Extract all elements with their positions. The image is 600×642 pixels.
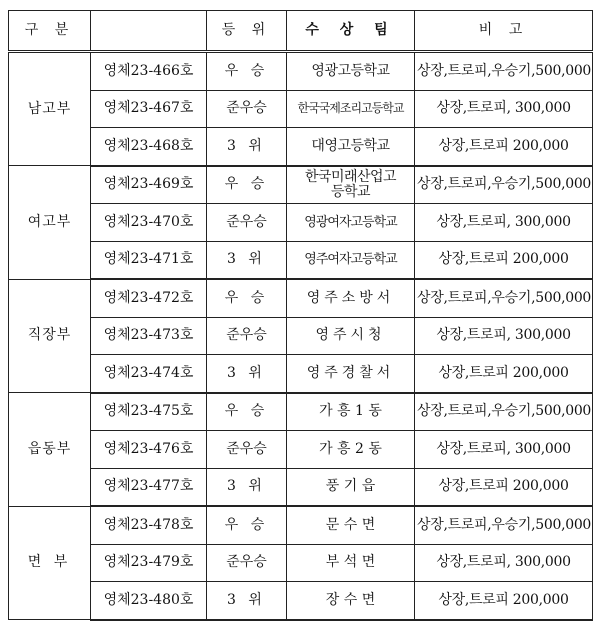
header-winner: 수 상 팀 (287, 11, 415, 52)
rank-cell: 우 승 (207, 393, 287, 431)
table-row (9, 317, 593, 355)
note-cell: 상장,트로피,우승기,500,000 (415, 279, 593, 317)
winner-cell: 영주소방서 (287, 279, 415, 317)
header-number (91, 11, 207, 52)
division-cell: 여고부 (9, 166, 91, 280)
award-number: 영체23-466호 (91, 52, 207, 91)
winner-cell: 영주여자고등학교 (287, 241, 415, 279)
winner-cell: 한국미래산업고등학교 (287, 166, 415, 204)
note-cell: 상장,트로피, 300,000 (415, 90, 593, 128)
note-cell: 상장,트로피, 300,000 (415, 544, 593, 582)
rank-cell: 준우승 (207, 90, 287, 128)
rank-cell: 준우승 (207, 544, 287, 582)
table-row (9, 166, 593, 204)
note-cell: 상장,트로피, 300,000 (415, 317, 593, 355)
winner-cell: 문 수 면 (287, 506, 415, 544)
rank-cell: 우 승 (207, 52, 287, 91)
table-row (9, 90, 593, 128)
table-row (9, 582, 593, 620)
winner-cell: 영주경찰서 (287, 355, 415, 393)
rank-cell: 3 위 (207, 355, 287, 393)
rank-cell: 준우승 (207, 431, 287, 469)
award-number: 영체23-473호 (91, 317, 207, 355)
award-number: 영체23-475호 (91, 393, 207, 431)
table-row (9, 52, 593, 91)
award-number: 영체23-480호 (91, 582, 207, 620)
rank-cell: 3 위 (207, 241, 287, 279)
award-number: 영체23-479호 (91, 544, 207, 582)
table-row (9, 468, 593, 506)
winner-cell: 장 수 면 (287, 582, 415, 620)
winner-cell: 한국국제조리고등학교 (287, 90, 415, 128)
table-row (9, 241, 593, 279)
winner-cell: 가 흥 1 동 (287, 393, 415, 431)
rank-cell: 우 승 (207, 506, 287, 544)
division-cell: 읍동부 (9, 393, 91, 507)
table-row (9, 128, 593, 166)
winner-cell: 풍 기 읍 (287, 468, 415, 506)
award-number: 영체23-469호 (91, 166, 207, 204)
table-row (9, 393, 593, 431)
awards-table (8, 10, 593, 621)
winner-cell: 부 석 면 (287, 544, 415, 582)
award-number: 영체23-467호 (91, 90, 207, 128)
rank-cell: 3 위 (207, 468, 287, 506)
note-cell: 상장,트로피,우승기,500,000 (415, 52, 593, 91)
table-row (9, 506, 593, 544)
note-cell: 상장,트로피 200,000 (415, 582, 593, 620)
table-row (9, 204, 593, 242)
rank-cell: 우 승 (207, 279, 287, 317)
table-row (9, 431, 593, 469)
awards-table-container (8, 10, 592, 621)
note-cell: 상장,트로피 200,000 (415, 468, 593, 506)
header-row (9, 11, 593, 52)
rank-cell: 준우승 (207, 317, 287, 355)
division-cell: 직장부 (9, 279, 91, 393)
header-note: 비 고 (415, 11, 593, 52)
table-row (9, 355, 593, 393)
rank-cell: 우 승 (207, 166, 287, 204)
note-cell: 상장,트로피,우승기,500,000 (415, 393, 593, 431)
header-rank: 등 위 (207, 11, 287, 52)
award-number: 영체23-474호 (91, 355, 207, 393)
winner-cell: 영주시청 (287, 317, 415, 355)
award-number: 영체23-468호 (91, 128, 207, 166)
header-division: 구 분 (9, 11, 91, 52)
rank-cell: 3 위 (207, 128, 287, 166)
award-number: 영체23-470호 (91, 204, 207, 242)
award-number: 영체23-477호 (91, 468, 207, 506)
note-cell: 상장,트로피,우승기,500,000 (415, 506, 593, 544)
note-cell: 상장,트로피, 300,000 (415, 431, 593, 469)
award-number: 영체23-471호 (91, 241, 207, 279)
note-cell: 상장,트로피 200,000 (415, 128, 593, 166)
award-number: 영체23-472호 (91, 279, 207, 317)
award-number: 영체23-476호 (91, 431, 207, 469)
table-row (9, 279, 593, 317)
winner-cell: 영광고등학교 (287, 52, 415, 91)
award-number: 영체23-478호 (91, 506, 207, 544)
division-cell: 남고부 (9, 52, 91, 166)
division-cell: 면 부 (9, 506, 91, 620)
note-cell: 상장,트로피 200,000 (415, 355, 593, 393)
table-row (9, 544, 593, 582)
winner-cell: 영광여자고등학교 (287, 204, 415, 242)
winner-cell: 가 흥 2 동 (287, 431, 415, 469)
note-cell: 상장,트로피 200,000 (415, 241, 593, 279)
note-cell: 상장,트로피, 300,000 (415, 204, 593, 242)
rank-cell: 준우승 (207, 204, 287, 242)
note-cell: 상장,트로피,우승기,500,000 (415, 166, 593, 204)
rank-cell: 3 위 (207, 582, 287, 620)
winner-cell: 대영고등학교 (287, 128, 415, 166)
